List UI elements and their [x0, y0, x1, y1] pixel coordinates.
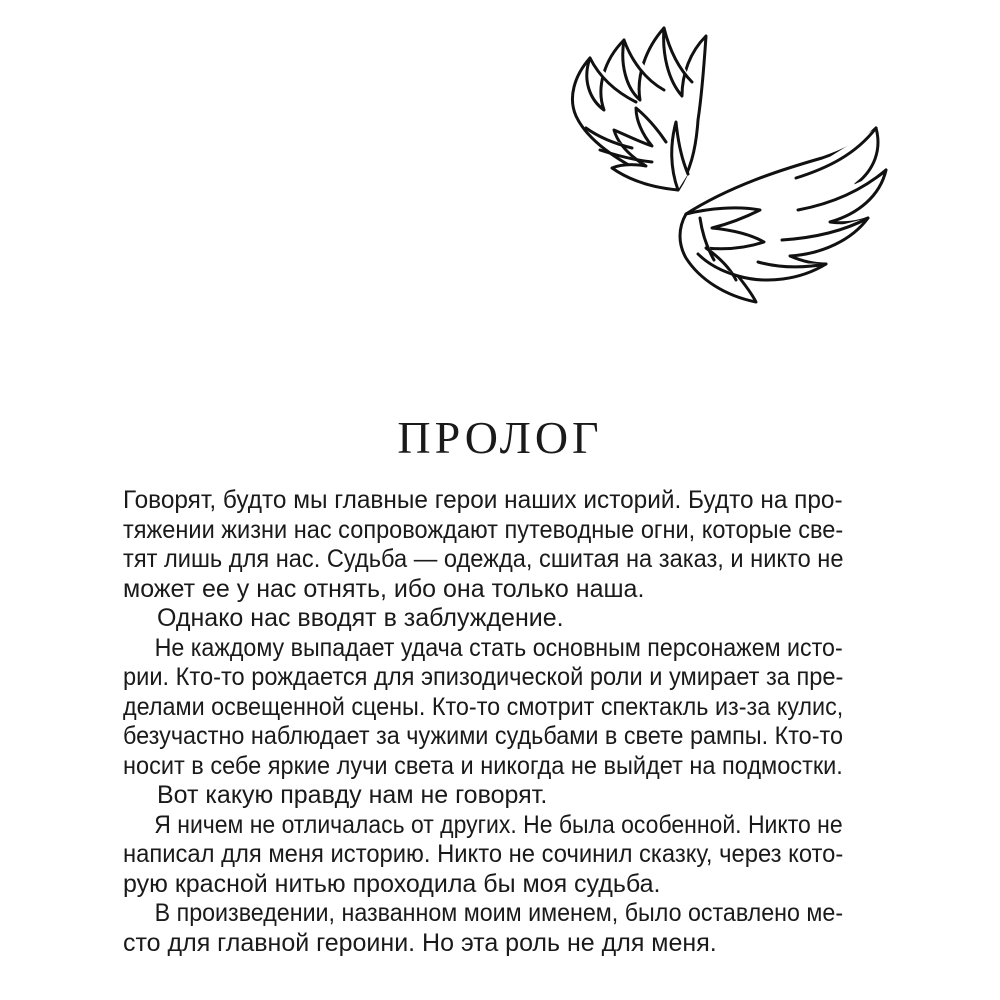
text-line: делами освещенной сцены. Кто-то смотрит спектакль из-за кулис, — [123, 692, 844, 721]
text-line: может ее у нас отнять, ибо она только наша. — [123, 574, 645, 603]
text-line: безучастно наблюдает за чужими судьбами в свете рампы. Кто-то — [123, 722, 843, 750]
text-line: рии. Кто-то рождается для эпизодической роли и умирает за пре- — [123, 663, 844, 691]
text-line: носит в себе яркие лучи света и никогда не выйдет на подмостки. — [123, 751, 843, 780]
angel-wings-icon — [560, 18, 890, 318]
lower-wing — [680, 128, 886, 302]
text-line: рую красной нитью проходила бы моя судьба. — [123, 869, 661, 898]
text-line: Говорят, будто мы главные герои наших историй. Будто на про- — [123, 486, 843, 514]
text-line: Я ничем не отличалась от других. Не была особенной. Никто не — [154, 810, 843, 839]
text-line: тят лишь для нас. Судьба — одежда, сшитая на заказ, и никто не — [123, 545, 844, 573]
chapter-title: ПРОЛОГ — [397, 412, 603, 463]
text-line: Не каждому выпадает удача стать основным персонажем исто- — [154, 633, 843, 662]
text-line: В произведении, названном моим именем, было оставлено ме- — [154, 899, 844, 927]
text-line: Однако нас вводят в заблуждение. — [157, 604, 564, 632]
text-line: Вот какую правду нам не говорят. — [157, 781, 548, 809]
text-line: сто для главной героини. Но эта роль не для меня. — [123, 928, 717, 957]
upper-wing — [572, 28, 706, 190]
text-line: написал для меня историю. Никто не сочинил сказку, через кото- — [123, 840, 844, 868]
text-line: тяжении жизни нас сопровождают путеводные огни, которые све- — [123, 515, 844, 544]
prologue-text — [123, 486, 843, 958]
